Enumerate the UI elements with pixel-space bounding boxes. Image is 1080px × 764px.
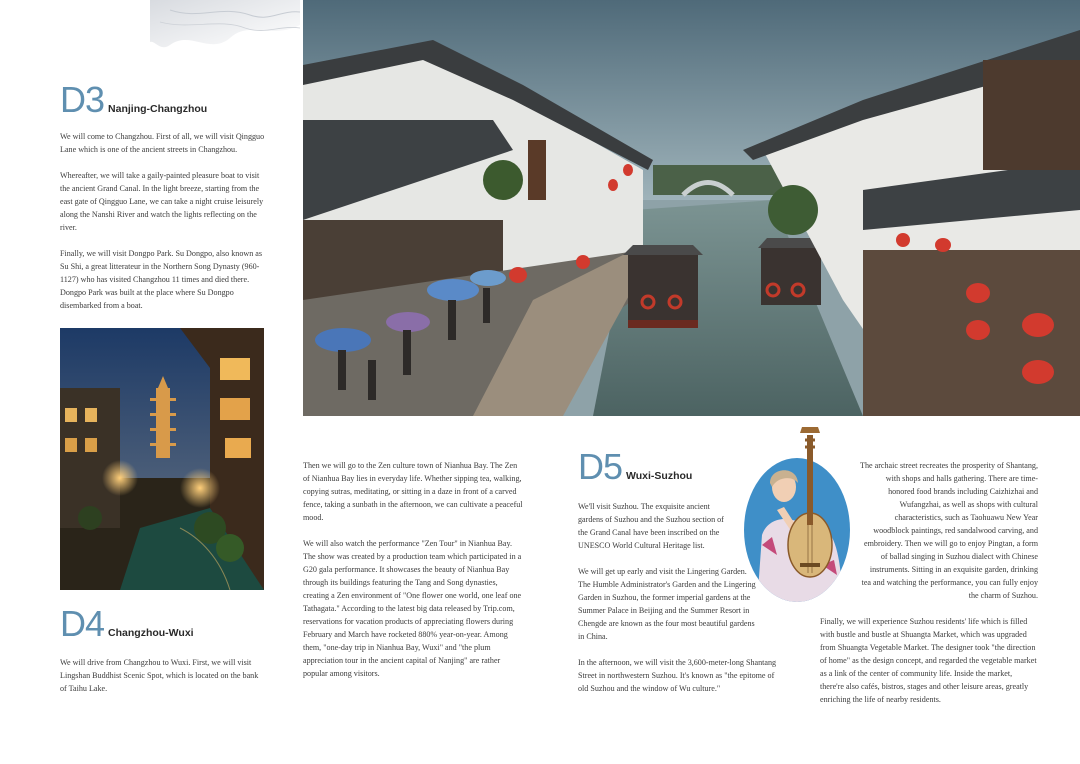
middle-paragraph-1: Then we will go to the Zen culture town of Nianhua Bay. The Zen of Nianhua Bay lies in everyday life. Whether sipping tea, walking, copying sutras, meditating, or sitting in a daze in front of a carved fence, taking a sunbath in the afternoon, we can cultivate a peaceful mood.	[303, 461, 523, 522]
d5-paragraph-2: We will get up early and visit the Lingering Garden. The Humble Administrator's Garden and the Lingering Garden in Suzhou, the former imperial gardens at the Summer Palace in Beijing and the Summer Resort in Chengde are known as the four most beautiful gardens in China.	[578, 567, 756, 641]
d3-paragraph-2: Whereafter, we will take a gaily-painted pleasure boat to visit the ancient Grand Canal. In the light breeze, starting from the east gate of Qingguo Lane, we can take a night cruise leisurely along the Nanshi River and watch the lights reflecting on the river.	[60, 171, 264, 232]
d3-title: Nanjing-Changzhou	[108, 103, 208, 115]
d3-number: D3	[60, 79, 105, 120]
d3-text	[60, 130, 265, 325]
boat-left	[623, 245, 703, 328]
d5-paragraph-3: In the afternoon, we will visit the 3,600-meter-long Shantang Street in northwestern Suzhou. It's known as "the epitome of old Suzhou and the window of Wu culture."	[578, 658, 777, 693]
d4-text	[60, 656, 265, 708]
ink-wash-decoration	[150, 0, 300, 70]
d5-number: D5	[578, 446, 623, 487]
d5-title: Wuxi-Suzhou	[626, 470, 693, 482]
canal-photo	[303, 0, 1080, 416]
night-street-photo	[60, 328, 264, 590]
d5-heading	[578, 446, 693, 487]
d4-title: Changzhou-Wuxi	[108, 627, 194, 639]
right-text	[820, 459, 1038, 719]
d3-paragraph-1: We will come to Changzhou. First of all, we will visit Qingguo Lane which is one of the ancient streets in Changzhou.	[60, 132, 265, 154]
d5-paragraph-1: We'll visit Suzhou. The exquisite ancient gardens of Suzhou and the Suzhou section of the Grand Canal have been inscribed on the UNESCO World Cultural Heritage list.	[578, 502, 724, 550]
right-paragraph-1: The archaic street recreates the prosperity of Shantang, with shops and halls gathering. There are time-honored food brands including Caizhizhai and Wufangzhai, as well as shops with cultural characteristics, such as Taohuawu New Year woodblock paintings, red sandalwood carving, and embroidery. Then we will go to enjoy Pingtan, a form of ballad singing in Suzhou dialect with Chinese instruments. Sitting in an exquisite garden, drinking tea and watching the performance, you can fully enjoy the charm of Suzhou.	[860, 461, 1038, 600]
d3-paragraph-3: Finally, we will visit Dongpo Park. Su Dongpo, also known as Su Shi, a great litterateur in the Northern Song Dynasty (960-1127) who has visited Changzhou 11 times and died there. Dongpo Park was built at the place where Su Dongpo disembarked from a boat.	[60, 249, 263, 310]
middle-text	[303, 459, 523, 693]
middle-paragraph-2: We will also watch the performance "Zen Tour" in Nianhua Bay. The show was created by a production team which participated in a G20 gala performance. It showcases the beauty of Nianhua Bay through its buildings featuring the Tang and Song dynasties, creating a Zen environment of "One flower one world, one leaf one Tathagata." According to the latest big data released by Trip.com, reservations for vacation products of appreciating flowers during February and March have rocketed 880% year-on-year. Among them, "one-day trip in Nianhua Bay, Wuxi" and "the plum appreciation tour in the ancient capital of Nanjing" are rather popular among visitors.	[303, 539, 522, 678]
d4-paragraph-1: We will drive from Changzhou to Wuxi. First, we will visit Lingshan Buddhist Scenic Spot, which is located on the bank of Taihu Lake.	[60, 658, 259, 693]
d4-number: D4	[60, 603, 105, 644]
d3-heading	[60, 79, 208, 120]
d4-heading	[60, 603, 194, 644]
right-paragraph-2: Finally, we will experience Suzhou residents' life which is filled with bustle and bustle at Shuangta Market, which was upgraded from Shuangta Vegetable Market. The designer took "the direction of home" as the design concept, and regarded the vegetable market as a link of the center of community life. Inside the market, there're also cafés, bistros, stages and other leisure areas, greatly enriching the life of nearby residents.	[820, 617, 1037, 704]
